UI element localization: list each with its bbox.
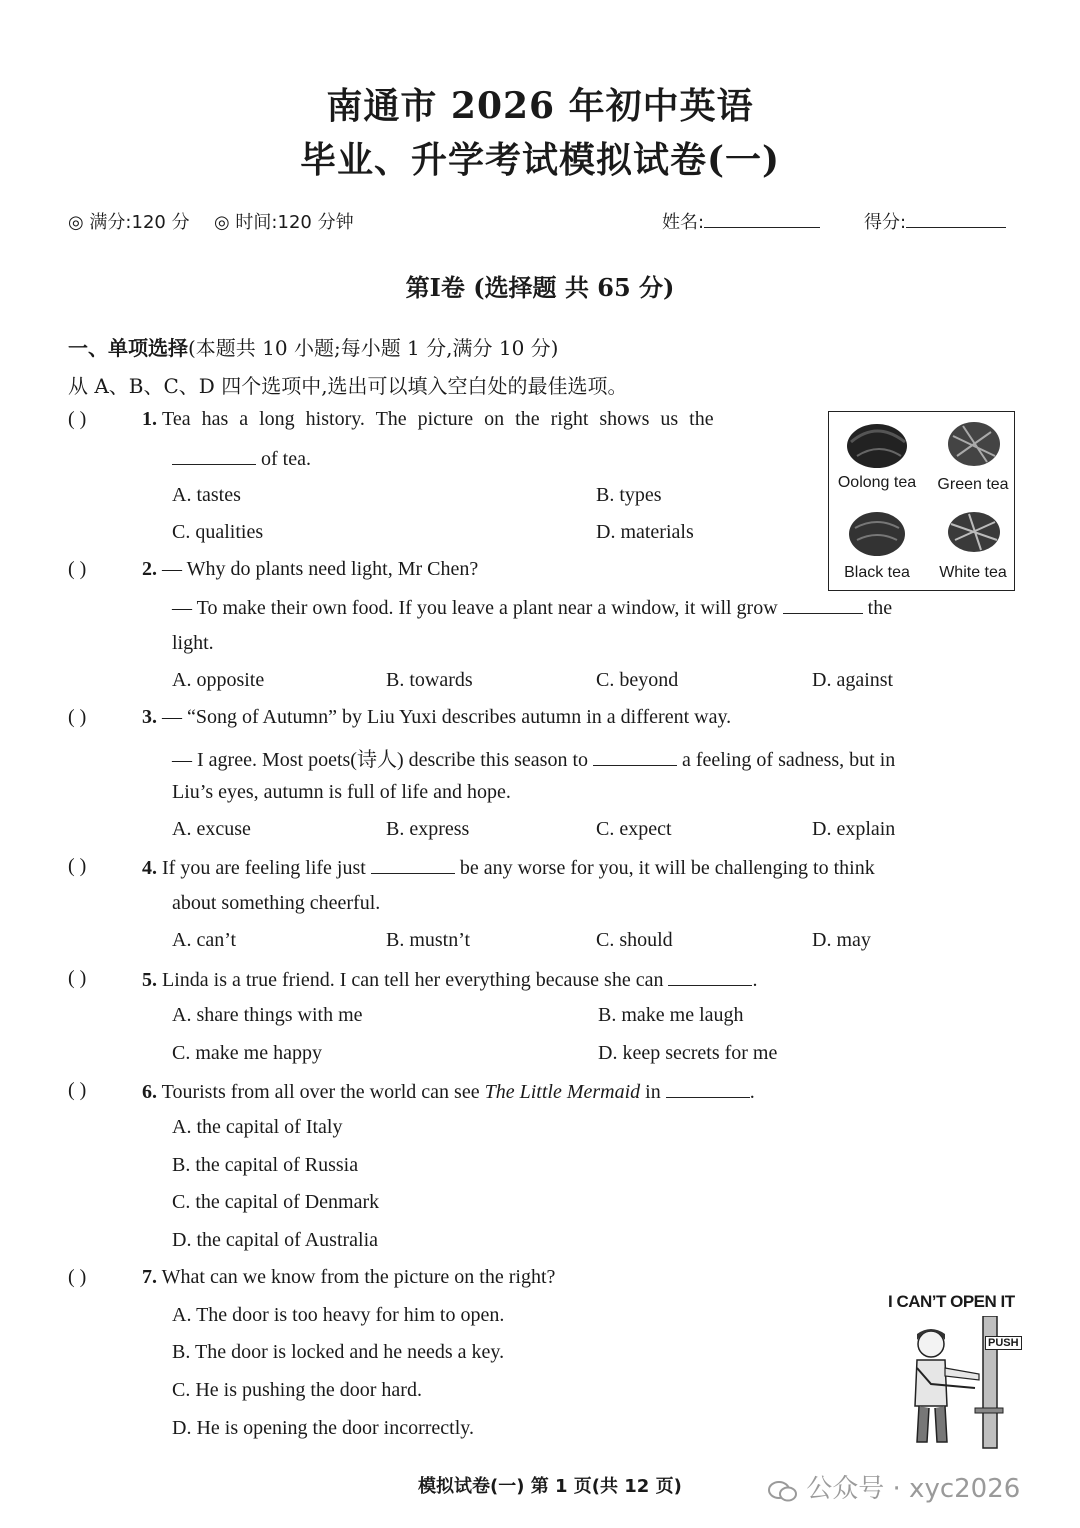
question-4: 4. If you are feeling life just be any worse for you, it will be challenging to think — [142, 857, 875, 879]
door-caption: I CAN’T OPEN IT — [888, 1292, 1015, 1311]
tea-label-black: Black tea — [844, 564, 910, 581]
option[interactable]: C. make me happy — [172, 1042, 322, 1064]
option[interactable]: A. the capital of Italy — [172, 1116, 343, 1138]
answer-paren[interactable]: ( ) — [68, 558, 87, 580]
option[interactable]: A. excuse — [172, 818, 251, 840]
option[interactable]: D. explain — [812, 818, 896, 840]
answer-paren[interactable]: ( ) — [68, 967, 87, 989]
question-4-line2: about something cheerful. — [172, 892, 381, 914]
question-number: 7. — [142, 1266, 157, 1288]
exam-title-line1: 南通市 2026 年初中英语 — [326, 85, 754, 127]
option[interactable]: C. should — [596, 929, 673, 951]
question-3-stem: — “Song of Autumn” by Liu Yuxi describes autumn in a different way. — [162, 706, 732, 728]
black-tea-icon — [849, 512, 905, 556]
name-label: 姓名: — [662, 212, 705, 233]
answer-paren[interactable]: ( ) — [68, 706, 87, 728]
option[interactable]: C. beyond — [596, 669, 679, 691]
option[interactable]: D. materials — [596, 521, 694, 543]
question-number: 4. — [142, 857, 157, 879]
tea-label-white: White tea — [939, 564, 1007, 581]
option[interactable]: B. the capital of Russia — [172, 1154, 359, 1176]
part-heading — [68, 332, 558, 361]
question-3-line3: Liu’s eyes, autumn is full of life and hope. — [172, 781, 511, 803]
question-6: 6. Tourists from all over the world can see The Little Mermaid in . — [142, 1081, 755, 1103]
question-3-line2: — I agree. Most poets(诗人) describe this season to a feeling of sadness, but in — [172, 749, 896, 771]
question-2 — [142, 558, 478, 581]
tea-label-oolong: Oolong tea — [837, 474, 917, 491]
question-2-line3: light. — [172, 632, 214, 654]
option[interactable]: B. make me laugh — [598, 1004, 744, 1026]
option[interactable]: A. The door is too heavy for him to open. — [172, 1304, 505, 1326]
exam-title-line2: 毕业、升学考试模拟试卷(一) — [299, 139, 781, 181]
option[interactable]: A. opposite — [172, 669, 265, 691]
answer-paren[interactable]: ( ) — [68, 408, 87, 430]
option[interactable]: C. expect — [596, 818, 672, 840]
option[interactable]: B. mustn’t — [386, 929, 471, 951]
option[interactable]: C. qualities — [172, 521, 264, 543]
answer-paren[interactable]: ( ) — [68, 1266, 87, 1288]
tea-picture — [828, 411, 1015, 591]
question-number: 2. — [142, 558, 157, 580]
question-1 — [142, 408, 714, 431]
option[interactable]: D. may — [812, 929, 871, 951]
name-field[interactable] — [662, 208, 820, 234]
question-7: 7. What can we know from the picture on the right? — [142, 1266, 556, 1288]
question-number: 5. — [142, 969, 157, 991]
question-5: 5. Linda is a true friend. I can tell her everything because she can . — [142, 969, 758, 991]
option[interactable]: B. express — [386, 818, 470, 840]
instruction: 从 A、B、C、D 四个选项中,选出可以填入空白处的最佳选项。 — [68, 374, 628, 398]
question-number: 6. — [142, 1081, 157, 1103]
tea-label-green: Green tea — [937, 476, 1009, 493]
question-1-line2: of tea. — [172, 446, 311, 471]
question-number: 3. — [142, 706, 157, 728]
page-footer: 模拟试卷(一) 第 1 页(共 12 页) — [418, 1476, 682, 1497]
oolong-tea-icon — [847, 424, 907, 468]
option[interactable]: C. the capital of Denmark — [172, 1191, 380, 1213]
time-limit: ◎ 时间:120 分钟 — [214, 212, 354, 233]
option[interactable]: B. The door is locked and he needs a key. — [172, 1341, 505, 1363]
question-2-stem: — Why do plants need light, Mr Chen? — [162, 558, 479, 580]
full-score: ◎ 满分:120 分 — [68, 212, 190, 233]
door-illustration — [895, 1316, 1025, 1450]
option[interactable]: A. tastes — [172, 484, 241, 506]
option[interactable]: B. types — [596, 484, 662, 506]
question-3 — [142, 706, 731, 729]
option[interactable]: D. keep secrets for me — [598, 1042, 778, 1064]
watermark-text: 公众号 · xyc2026 — [806, 1474, 1021, 1504]
white-tea-icon — [948, 512, 1000, 552]
option[interactable]: D. the capital of Australia — [172, 1229, 379, 1251]
part-heading-label: 一、单项选择 — [68, 336, 188, 360]
section-title: 第Ⅰ卷 (选择题 共 65 分) — [405, 273, 675, 302]
option[interactable]: D. against — [812, 669, 894, 691]
question-1-stem: Tea has a long history. The picture on the right shows us the — [162, 408, 714, 430]
score-field[interactable] — [864, 208, 1006, 234]
option[interactable]: A. can’t — [172, 929, 237, 951]
push-sign: PUSH — [985, 1336, 1022, 1350]
question-2-line2: — To make their own food. If you leave a plant near a window, it will grow the — [172, 597, 893, 619]
option[interactable]: D. He is opening the door incorrectly. — [172, 1417, 474, 1439]
option[interactable]: C. He is pushing the door hard. — [172, 1379, 422, 1401]
answer-paren[interactable]: ( ) — [68, 855, 87, 877]
answer-paren[interactable]: ( ) — [68, 1079, 87, 1101]
score-label: 得分: — [864, 212, 907, 233]
watermark — [768, 1468, 1020, 1505]
wechat-icon — [768, 1479, 798, 1501]
part-note: (本题共 10 小题;每小题 1 分,满分 10 分) — [188, 336, 559, 360]
option[interactable]: A. share things with me — [172, 1004, 363, 1026]
question-number: 1. — [142, 408, 157, 430]
option[interactable]: B. towards — [386, 669, 473, 691]
green-tea-icon — [948, 422, 1000, 466]
